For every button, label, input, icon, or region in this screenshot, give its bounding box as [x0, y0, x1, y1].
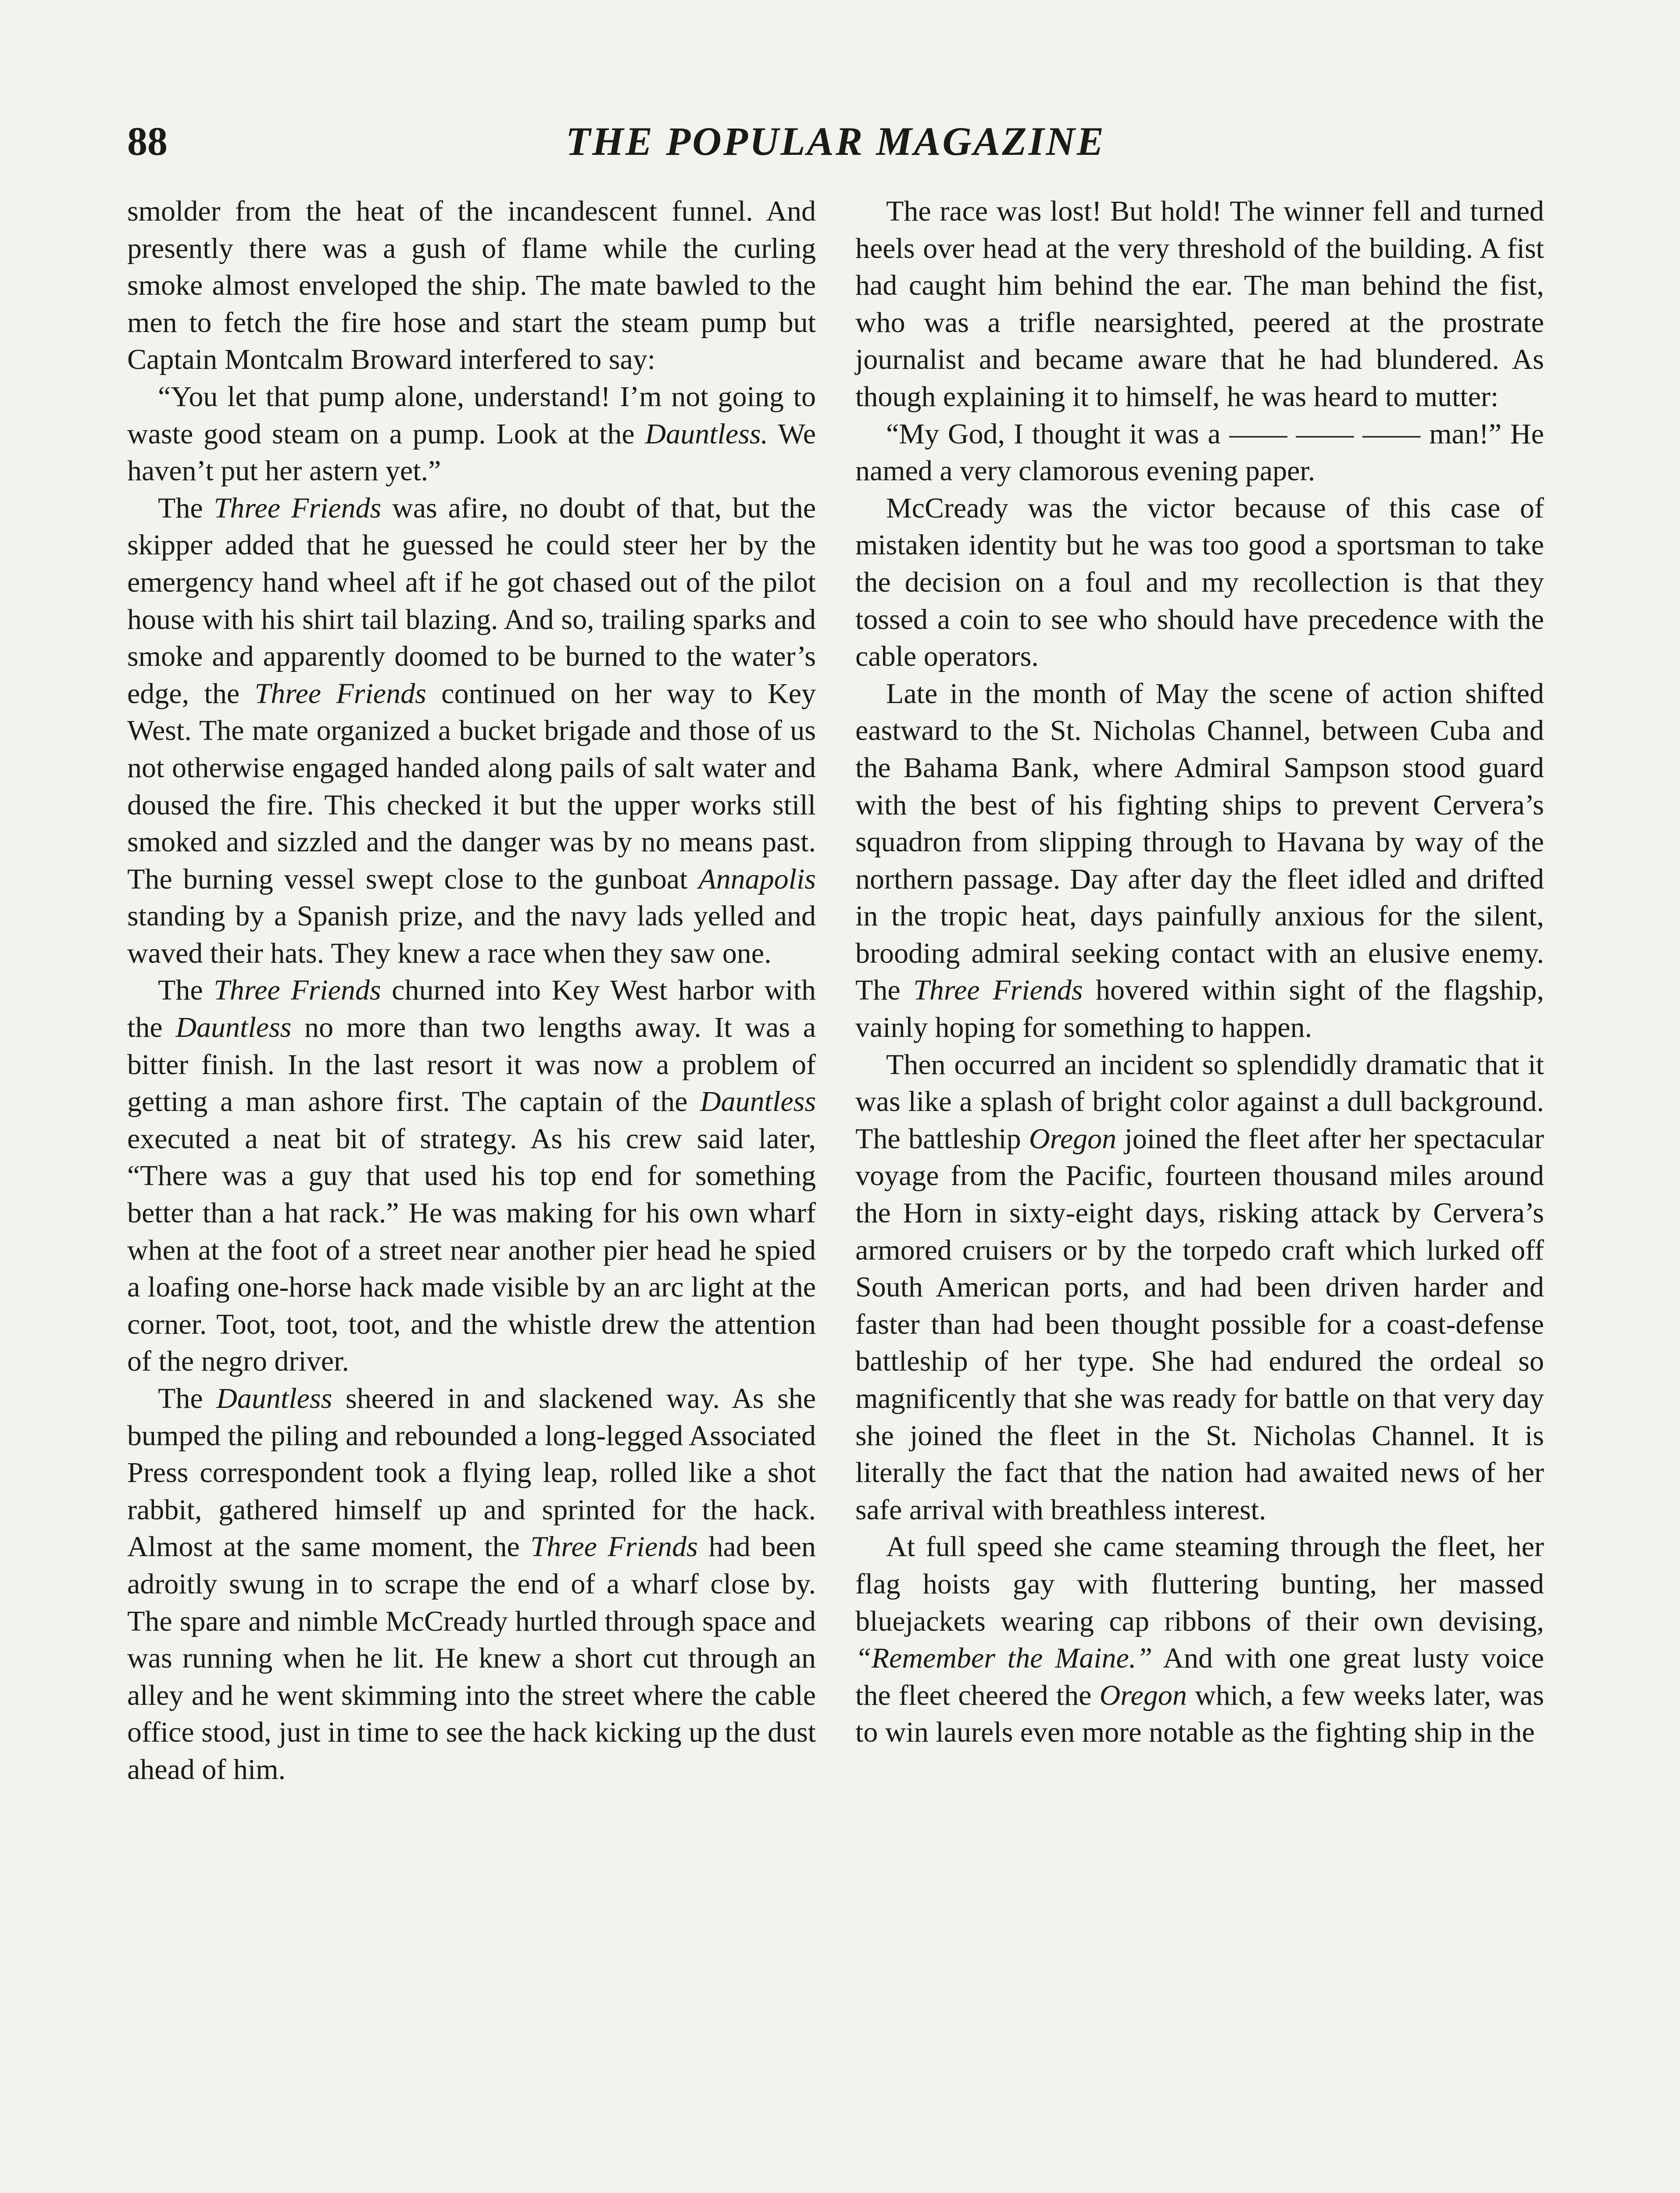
paragraph: Late in the month of May the scene of action shifted eastward to the St. Nicholas Channel, between Cuba and the Bahama Bank, where Admiral Sampson stood guard with the best of his fighting ships to prevent Cervera’s squadron from slipping through to Havana by way of the northern passage. Day after day the fleet idled and drifted in the tropic heat, days painfully anxious for the silent, brooding admiral seeking contact with an elusive enemy. The Three Friends hovered within sight of the flagship, vainly hoping for something to happen. [855, 677, 1544, 1044]
paragraph: The race was lost! But hold! The winner fell and turned heels over head at the very threshold of the building. A fist had caught him behind the ear. The man behind the fist, who was a trifle nearsighted, peered at the prostrate journalist and became aware that he had blundered. As though explaining it to himself, he was heard to mutter: [855, 195, 1544, 413]
paragraph: Then occurred an incident so splendidly dramatic that it was like a splash of bright color against a dull background. The battleship Oregon joined the fleet after her spectacular voyage from the Pacific, fourteen thousand miles around the Horn in sixty-eight days, risking attack by Cervera’s armored cruisers or by the torpedo craft which lurked off South American ports, and had been driven harder and faster than had been thought possible for a coast-defense battleship of her type. She had endured the ordeal so magnificently that she was ready for battle on that very day she joined the fleet in the St. Nicholas Channel. It is literally the fact that the nation had awaited news of her safe arrival with breathless interest. [855, 1048, 1544, 1526]
paragraph: “You let that pump alone, understand! I’m not going to waste good steam on a pump. Look at the Dauntless. We haven’t put her astern yet.” [127, 380, 816, 487]
paragraph: The Three Friends churned into Key West harbor with the Dauntless no more than two lengths away. It was a bitter finish. In the last resort it was now a problem of getting a man ashore first. The captain of the Dauntless executed a neat bit of strategy. As his crew said later, “There was a guy that used his top end for something better than a hat rack.” He was making for his own wharf when at the foot of a street near another pier head he spied a loafing one-horse hack made visible by an arc light at the corner. Toot, toot, toot, and the whistle drew the attention of the negro driver. [127, 974, 816, 1378]
paragraph: smolder from the heat of the incandescent funnel. And presently there was a gush of flame while the curling smoke almost enveloped the ship. The mate bawled to the men to fetch the fire hose and start the steam pump but Captain Montcalm Broward interfered to say: [127, 195, 816, 376]
right-column [855, 193, 1544, 1751]
page-number: 88 [127, 119, 168, 164]
left-column [127, 193, 816, 1789]
paragraph: At full speed she came steaming through the fleet, her flag hoists gay with fluttering bunting, her massed bluejackets wearing cap ribbons of their own devising, “Remember the Maine.” And with one great lusty voice the fleet cheered the Oregon which, a few weeks later, was to win laurels even more notable as the fighting ship in the [855, 1531, 1544, 1749]
paragraph: The Dauntless sheered in and slackened way. As she bumped the piling and rebounded a long-legged Associated Press correspondent took a flying leap, rolled like a shot rabbit, gathered himself up and sprinted for the hack. Almost at the same moment, the Three Friends had been adroitly swung in to scrape the end of a wharf close by. The spare and nimble McCready hurtled through space and was running when he lit. He knew a short cut through an alley and he went skimming into the street where the cable office stood, just in time to see the hack kicking up the dust ahead of him. [127, 1382, 816, 1786]
paragraph: McCready was the victor because of this case of mistaken identity but he was too good a sportsman to take the decision on a foul and my recollection is that they tossed a coin to see who should have precedence with the cable operators. [855, 492, 1544, 673]
paragraph: “My God, I thought it was a —— —— —— man!” He named a very clamorous evening paper. [855, 418, 1544, 487]
page-header [127, 115, 1544, 168]
paragraph: The Three Friends was afire, no doubt of that, but the skipper added that he guessed he could steer her by the emergency hand wheel aft if he got chased out of the pilot house with his shirt tail blazing. And so, trailing sparks and smoke and apparently doomed to be burned to the water’s edge, the Three Friends continued on her way to Key West. The mate organized a bucket brigade and those of us not otherwise engaged handed along pails of salt water and doused the fire. This checked it but the upper works still smoked and sizzled and the danger was by no means past. The burning vessel swept close to the gunboat Annapolis standing by a Spanish prize, and the navy lads yelled and waved their hats. They knew a race when they saw one. [127, 492, 816, 969]
running-title: THE POPULAR MAGAZINE [565, 119, 1106, 164]
